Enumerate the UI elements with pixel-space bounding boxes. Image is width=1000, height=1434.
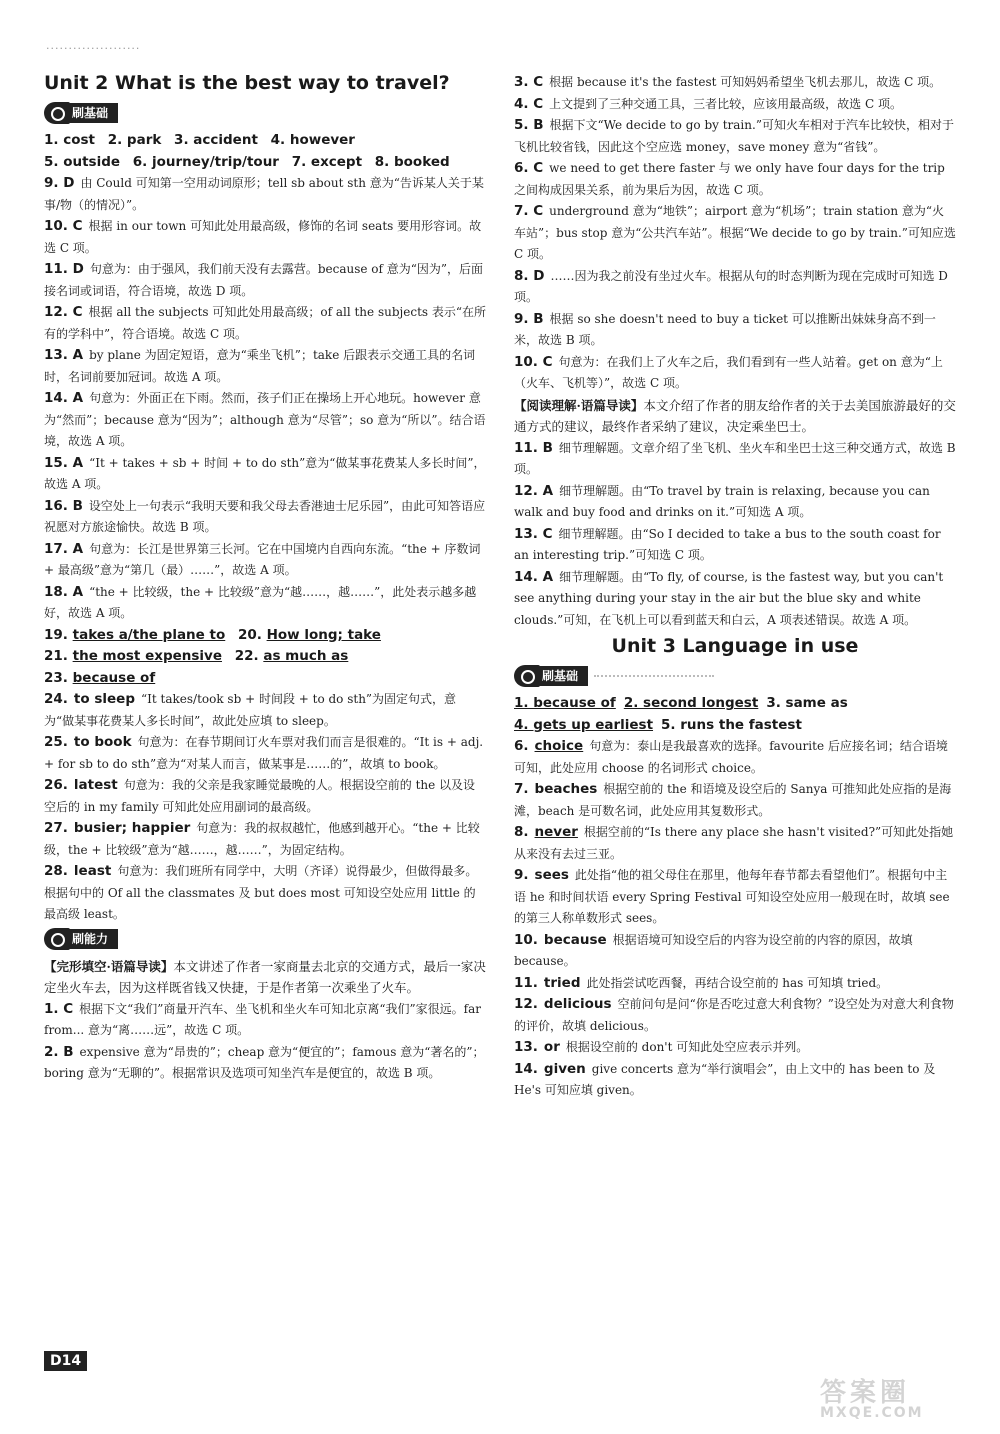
- right-column: [514, 72, 956, 1102]
- answer-item: [514, 158, 956, 201]
- item-answer: to sleep: [73, 691, 135, 707]
- item-explanation: by plane 为固定短语，意为“乘坐飞机”；take 后跟表示交通工具的名词时，名词前要加冠词。故选 A 项。: [44, 348, 476, 384]
- item-explanation: 句意为：在我们上了火车之后，我们看到有一些人站着。get on 意为“上（火车、飞机等）”，故选 C 项。: [514, 354, 943, 390]
- answer-item: [44, 818, 486, 861]
- item-explanation: 根据 all the subjects 可知此处用最高级；of all the subjects 表示“在所有的学科中”，符合语境。故选 C 项。: [44, 305, 486, 341]
- answer-item: [514, 822, 956, 865]
- answer-item: [514, 201, 956, 266]
- answer-row: 23. because of: [44, 669, 156, 686]
- item-number: 16. B: [44, 497, 83, 514]
- item-explanation: underground 意为“地铁”；airport 意为“机场”；train station 意为“火车站”；bus stop 意为“公共汽车站”。根据“We decide to go by train.”可知应选 C 项。: [514, 204, 956, 261]
- item-number: 25.: [44, 734, 68, 750]
- item-number: 24.: [44, 691, 68, 707]
- item-number: 11. D: [44, 261, 84, 277]
- answer-item: [44, 999, 486, 1042]
- item-number: 3. C: [514, 74, 544, 90]
- answer-item: [514, 266, 956, 309]
- reading-guide: 【阅读理解·语篇导读】本文介绍了作者的朋友给作者的关于去美国旅游最好的交通方式的建议，最终作者采纳了建议，决定乘坐巴士。: [514, 397, 956, 434]
- answer-item: [44, 689, 486, 732]
- item-answer: to book: [73, 734, 132, 750]
- item-number: 7. C: [514, 203, 544, 219]
- item-answer: busier; happier: [73, 820, 191, 836]
- item-number: 12.: [514, 996, 538, 1012]
- pen-icon: [44, 928, 70, 950]
- item-number: 27.: [44, 820, 68, 836]
- item-number: 28.: [44, 863, 68, 879]
- item-number: 10. C: [514, 353, 553, 370]
- item-answer: least: [73, 863, 112, 879]
- item-explanation: 根据 because it's the fastest 可知妈妈希望坐飞机去那儿，故选 C 项。: [549, 75, 942, 89]
- item-explanation: expensive 意为“昂贵的”；cheap 意为“便宜的”；famous 意为“著名的”；boring 意为“无聊的”。根据常识及选项可知坐汽车是便宜的，故选 B 项。: [44, 1044, 485, 1080]
- item-number: 9.: [514, 867, 529, 883]
- answer-item: [514, 994, 956, 1037]
- page-header: ·····················: [46, 42, 141, 55]
- item-explanation: 设空处上一句表示“我明天要和我父母去香港迪士尼乐园”，由此可知答语应祝愿对方旅途愉快。故选 B 项。: [44, 498, 486, 534]
- answer-item: [44, 259, 486, 302]
- item-number: 11. B: [514, 439, 553, 456]
- badge-ability: 刷能力: [44, 928, 118, 950]
- item-number: 13. A: [44, 347, 84, 363]
- answer-item: [44, 539, 486, 582]
- item-number: 9. D: [44, 175, 75, 191]
- item-answer: never: [534, 824, 578, 840]
- answer-item: [44, 861, 486, 926]
- item-explanation: 细节理解题。由“To fly, of course, is the fastest way, but you can't see anything during your stay in the air but the blue sky and white clouds.”可知，在飞机上可以看到蓝天和白云，A 项表述错误。故选 A 项。: [514, 569, 944, 627]
- answer-item: [514, 72, 956, 94]
- item-answer: latest: [73, 777, 118, 793]
- answer-item: [44, 1042, 486, 1085]
- item-answer: because: [543, 931, 607, 948]
- item-explanation: 根据 in our town 可知此处用最高级，修饰的名词 seats 要用形容词。故选 C 项。: [44, 219, 482, 255]
- answer-item: [44, 496, 486, 539]
- item-number: 8.: [514, 824, 529, 840]
- item-answer: sees: [534, 867, 569, 883]
- item-number: 2. B: [44, 1043, 74, 1060]
- item-explanation: 此处指“他的祖父母住在那里，他每年春节都去看望他们”。根据句中主语 he 和时间状语 every Spring Festival 可知设空处应用一般现在时，故填 see 的第三人称单数形式 sees。: [514, 868, 950, 925]
- item-answer: or: [543, 1039, 560, 1055]
- watermark-logo: 答案圈 MXQE.COM: [820, 1378, 924, 1421]
- item-number: 10.: [514, 931, 538, 948]
- item-answer: choice: [534, 738, 584, 754]
- answer-row: 1. cost 2. park 3. accident 4. however: [44, 132, 355, 148]
- answer-row: 1. because of 2. second longest 3. same as: [514, 695, 848, 711]
- answer-item: [514, 973, 956, 995]
- answer-item: [44, 345, 486, 388]
- item-number: 4. C: [514, 95, 544, 112]
- answer-item: [514, 567, 956, 632]
- answer-item: [44, 775, 486, 818]
- item-explanation: 根据空前的 the 和语境及设空后的 Sanya 可推知此处应指的是海滩，beach 是可数名词，此处应用其复数形式。: [514, 782, 952, 818]
- item-explanation: 根据空前的“Is there any place she hasn't visited?”可知此处指她从来没有去过三亚。: [514, 825, 954, 861]
- answer-item: [44, 453, 486, 496]
- answer-row: 19. takes a/the plane to 20. How long; take: [44, 626, 381, 643]
- item-explanation: ……因为我之前没有坐过火车。根据从句的时态判断为现在完成时可知选 D 项。: [514, 268, 948, 304]
- item-number: 7.: [514, 781, 529, 797]
- answer-row: 5. outside 6. journey/trip/tour 7. except 8. booked: [44, 153, 450, 170]
- item-number: 13. C: [514, 525, 553, 542]
- answer-item: [514, 865, 956, 930]
- item-number: 18. A: [44, 583, 84, 600]
- item-answer: delicious: [543, 996, 612, 1012]
- answer-item: [514, 736, 956, 779]
- item-number: 11.: [514, 974, 538, 991]
- item-explanation: 句意为：我们班所有同学中，大明（齐译）说得最少，但做得最多。根据句中的 Of all the classmates 及 but does most 可知设空处应用 little 的最高级 least。: [44, 864, 478, 921]
- item-explanation: 根据 so she doesn't need to buy a ticket 可以推断出妹妹身高不到一米，故选 B 项。: [514, 311, 936, 347]
- unit2-title: Unit 2 What is the best way to travel?: [44, 72, 450, 94]
- answer-item: [44, 302, 486, 345]
- item-explanation: 细节理解题。由“So I decided to take a bus to the south coast for an interesting trip.”可知选 C 项。: [514, 526, 941, 562]
- answer-item: [44, 216, 486, 259]
- answer-item: [514, 94, 956, 116]
- item-number: 15. A: [44, 454, 84, 471]
- item-explanation: “It takes/took sb + 时间段 + to do sth”为固定句式，意为“做某事花费某人多长时间”，故此处应填 to sleep。: [44, 692, 457, 728]
- pen-icon: [514, 665, 540, 687]
- answer-row: 4. gets up earliest 5. runs the fastest: [514, 716, 802, 733]
- item-number: 1. C: [44, 1000, 74, 1017]
- item-number: 6.: [514, 738, 529, 754]
- answer-item: [44, 732, 486, 775]
- answer-item: [514, 1059, 956, 1102]
- item-explanation: “the + 比较级，the + 比较级”意为“越……，越……”，此处表示越多越好，故选 A 项。: [44, 584, 477, 620]
- item-number: 17. A: [44, 540, 84, 557]
- answer-item: [514, 524, 956, 567]
- item-number: 6. C: [514, 160, 544, 176]
- item-explanation: 此处指尝试吃西餐，再结合设空前的 has 可知填 tried。: [586, 975, 889, 990]
- reading-guide: 【完形填空·语篇导读】本文讲述了作者一家商量去北京的交通方式，最后一家决定坐火车去，因为这样既省钱又快捷，于是作者第一次乘坐了火车。: [44, 958, 486, 995]
- item-explanation: 句意为：长江是世界第三长河。它在中国境内自西向东流。“the + 序数词 + 最高级”意为“第几（最）……”，故选 A 项。: [44, 541, 481, 577]
- page-number: D14: [44, 1351, 87, 1371]
- item-explanation: 细节理解题。由“To travel by train is relaxing, because you can walk and buy food and drinks on it.”可知选 A 项。: [514, 483, 930, 519]
- answer-item: [514, 481, 956, 524]
- item-explanation: “It + takes + sb + 时间 + to do sth”意为“做某事花费某人多长时间”，故选 A 项。: [44, 455, 486, 491]
- item-answer: beaches: [534, 781, 598, 797]
- item-answer: tried: [543, 974, 581, 991]
- item-explanation: 空前问句是问“你是否吃过意大利食物？”设空处为对意大利食物的评价，故填 delicious。: [514, 997, 954, 1033]
- item-explanation: 句意为：我的父亲是我家睡觉最晚的人。根据设空前的 the 以及设空后的 in my family 可知此处应用副词的最高级。: [44, 778, 476, 814]
- answer-item: [514, 438, 956, 481]
- item-number: 5. B: [514, 117, 544, 133]
- item-explanation: 根据下文“We decide to go by train.”可知火车相对于汽车比较快，相对于飞机比较省钱，因此这个空应选 money，save money 意为“省钱”。: [514, 118, 954, 154]
- item-explanation: 根据语境可知设空后的内容为设空前的内容的原因，故填 because。: [514, 932, 913, 968]
- item-explanation: 细节理解题。文章介绍了坐飞机、坐火车和坐巴士这三种交通方式，故选 B 项。: [514, 440, 956, 476]
- answer-item: [44, 173, 486, 216]
- item-explanation: 句意为：泰山是我最喜欢的选择。favourite 后应接名词；结合语境可知，此处应用 choose 的名词形式 choice。: [514, 739, 948, 775]
- item-number: 10. C: [44, 218, 83, 234]
- item-number: 14. A: [514, 568, 554, 585]
- item-explanation: 上文提到了三种交通工具，三者比较，应该用最高级，故选 C 项。: [549, 96, 902, 111]
- item-explanation: we need to get there faster 与 we only have four days for the trip 之间构成因果关系，前为果后为因，故选 C 项。: [514, 161, 945, 197]
- answer-row: 21. the most expensive 22. as much as: [44, 648, 349, 664]
- answer-item: [514, 930, 956, 973]
- badge-basic: 刷基础: [514, 665, 714, 687]
- item-number: 12. A: [514, 482, 554, 499]
- item-explanation: 根据设空前的 don't 可知此处空应表示并列。: [565, 1040, 809, 1054]
- answer-item: [44, 582, 486, 625]
- badge-basic: 刷基础: [44, 102, 118, 124]
- item-explanation: 句意为：由于强风，我们前天没有去露营。because of 意为“因为”，后面接名词或词语，符合语境，故选 D 项。: [44, 262, 484, 298]
- left-column: [44, 72, 486, 1085]
- unit3-title: Unit 3 Language in use: [611, 635, 859, 657]
- item-explanation: 根据下文“我们”商量开汽车、坐飞机和坐火车可知北京离“我们”家很远。far from... 意为“离……远”，故选 C 项。: [44, 1001, 482, 1037]
- item-number: 12. C: [44, 304, 83, 320]
- item-number: 13.: [514, 1039, 538, 1055]
- item-explanation: 句意为：在春节期间订火车票对我们而言是很难的。“It is + adj. + for sb to do sth”意为“对某人而言，做某事是……的”，故填 to book。: [44, 735, 484, 771]
- item-explanation: give concerts 意为“举行演唱会”，由上文中的 has been to 及 He's 可知应填 given。: [514, 1061, 936, 1097]
- item-number: 14.: [514, 1060, 538, 1077]
- answer-item: [514, 779, 956, 822]
- item-explanation: 句意为：外面正在下雨。然而，孩子们正在操场上开心地玩。however 意为“然而”；because 意为“因为”；although 意为“尽管”；so 意为“所以”。结合语境，故选 A 项。: [44, 391, 486, 448]
- item-explanation: 句意为：我的叔叔越忙，他感到越开心。“the + 比较级，the + 比较级”意为“越……，越……”，为固定结构。: [44, 821, 480, 857]
- item-number: 9. B: [514, 310, 544, 327]
- pen-icon: [44, 102, 70, 124]
- answer-item: [514, 1037, 956, 1059]
- answer-item: [514, 352, 956, 395]
- dotted-divider: [594, 675, 714, 677]
- item-answer: given: [543, 1060, 586, 1077]
- item-number: 8. D: [514, 267, 545, 284]
- answer-item: [514, 115, 956, 158]
- item-number: 14. A: [44, 390, 84, 406]
- answer-item: [514, 309, 956, 352]
- item-explanation: 由 Could 可知第一空用动词原形；tell sb about sth 意为“告诉某人关于某事/物（的情况）”。: [44, 176, 484, 212]
- answer-item: [44, 388, 486, 453]
- item-number: 26.: [44, 777, 68, 793]
